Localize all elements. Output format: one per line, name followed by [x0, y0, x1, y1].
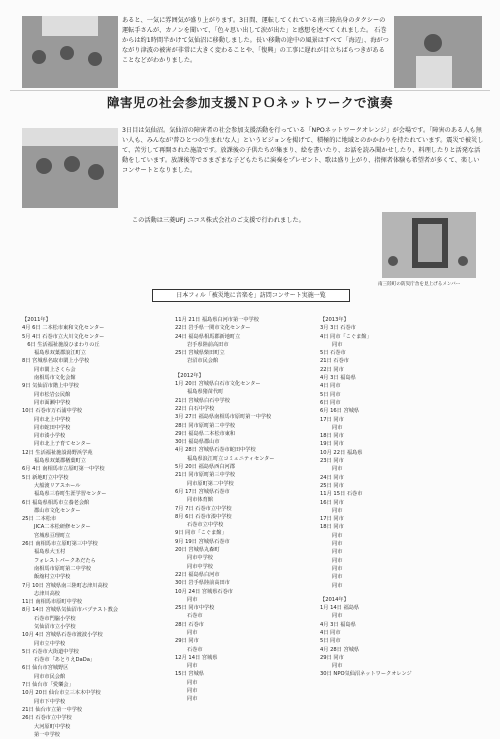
list-item: 同市 [320, 507, 343, 514]
list-item: 5日 石巻市大街道中学校 [22, 648, 79, 655]
list-item: 10月 24日 宮城県石巻市 [175, 588, 233, 595]
list-item: 11日 南相馬市原町中学校 [22, 599, 83, 606]
list-item: 【2012年】 [175, 372, 204, 379]
list-item: 28日 同市原町第二中学校 [175, 422, 236, 429]
list-item: 石巻市「あとりえDaDa」 [22, 657, 96, 664]
list-item: 福島県双葉郡浪江町立 [22, 350, 86, 357]
concert-list-title: 日本フィル「被災地に音楽を」訪問コンサート実施一覧 [152, 289, 350, 302]
list-item: 21日 仙台市立第一中学校 [22, 706, 83, 713]
list-item: 同市 [320, 466, 343, 473]
list-item: 志津川高校 [22, 590, 60, 597]
list-item: 石巻市 [175, 613, 203, 620]
list-item: 宮城県亘理町立 [22, 532, 71, 539]
list-item: 15日 宮城県 [175, 671, 204, 678]
list-item: 6月 4日 南相馬市立原町第一中学校 [22, 466, 105, 473]
list-item: 5日 新地町立中学校 [22, 474, 69, 481]
list-item: 同市松岩公民館 [22, 391, 71, 398]
list-item: 21日 石巻市 [320, 358, 349, 365]
list-item: 石巻市門脇小学校 [22, 615, 76, 622]
list-item: 3月 27日 福島県南相馬市原町第一中学校 [175, 414, 272, 421]
list-item: 同市 [175, 679, 198, 686]
list-item: 4月 6日 二本松市東和文化センター [22, 325, 105, 332]
list-item: 12日 生活福祉施設湯野浜学苑 [22, 449, 93, 456]
list-item: 同市 [320, 541, 343, 548]
list-item: 28日 石巻市 [175, 621, 204, 628]
list-item: 同市 [175, 688, 198, 695]
list-item: 30日 NPO気仙沼ネットワークオレンジ [320, 671, 412, 678]
list-item: 10月 4日 宮城県石巻市渡波小学校 [22, 632, 103, 639]
list-item: 大河原町中学校 [22, 723, 71, 730]
list-item: 10日 石巻市万石浦中学校 [22, 408, 83, 415]
list-item: 同市体育館 [175, 497, 213, 504]
list-item: 6日 仙台市宮城野区 [22, 665, 69, 672]
list-item: 南相馬市文化会館 [22, 375, 76, 382]
list-item: 4日 同市 [320, 383, 341, 390]
list-item: 同市 [320, 663, 343, 670]
list-item: 5月 20日 福島県西白河郡 [175, 464, 235, 471]
list-item: 29日 同市 [175, 638, 199, 645]
list-item: 同市 [175, 629, 198, 636]
list-item: 同市 [175, 696, 198, 703]
list-item: 4日 同市「こぐま館」 [320, 333, 372, 340]
building-photo [382, 212, 476, 278]
list-item: 22日 岩手県一関市文化センター [175, 325, 251, 332]
list-item: 8日 宮城県名取市閖上小学校 [22, 358, 90, 365]
list-item: 同市 [320, 574, 343, 581]
list-item: 福島県三春町生涯学習センター [22, 491, 107, 498]
list-item: 4月 3日 福島県 [320, 621, 356, 628]
list-item: 25日 同市 [320, 482, 344, 489]
list-item: 同市 [320, 424, 343, 431]
list-item: 同市 [320, 613, 343, 620]
list-item: 9日 同市「こぐま館」 [175, 530, 227, 537]
list-item: 同市蛇田中学校 [22, 424, 71, 431]
list-item: 同市 [320, 565, 343, 572]
list-item: 同市 [175, 663, 198, 670]
list-item: 5日 同市 [320, 391, 341, 398]
list-item: 南相馬市原町第二中学校 [22, 565, 92, 572]
list-item: 22日 白石中学校 [175, 405, 215, 412]
list-item: 同市湊小学校 [22, 433, 66, 440]
list-item: 6月 16日 宮城県 [320, 408, 360, 415]
list-item: 6日 生活福祉施設ひまわりの丘 [22, 341, 100, 348]
list-item: 30日 福島県郡山市 [175, 439, 220, 446]
list-item: 21日 同市原町第三中学校 [175, 472, 236, 479]
list-item: 25日 二本松市 [22, 516, 57, 523]
top-left-photo [22, 16, 118, 88]
concert-photo [22, 128, 118, 208]
list-item: 大船渡リアスホール [22, 482, 81, 489]
list-item: 同市立中学校 [22, 640, 66, 647]
list-item: 17日 同市 [320, 416, 344, 423]
list-item: 7月 7日 石巻市立中学校 [175, 505, 232, 512]
article-title: 障害児の社会参加支援ＮＰＯネットワークで演奏 [106, 95, 393, 110]
list-item: 7日 仙台市「愛樂会」 [22, 682, 74, 689]
list-item: 29日 福島県二本松市東和 [175, 430, 236, 437]
list-item: 福島県双葉郡楢葉町立 [22, 458, 86, 465]
list-item: 6日 福島県相馬市立養老会館 [22, 499, 90, 506]
list-item: 8月 6日 石巻市湊中学校 [175, 513, 232, 520]
list-item: 気仙沼市立小学校 [22, 623, 76, 630]
list-item: 7月 10日 宮城県南三陸町志津川高校 [22, 582, 108, 589]
list-item: 5日 石巻市 [320, 350, 346, 357]
list-column-2 [175, 316, 274, 704]
list-item: 8月 14日 宮城県気仙沼市バプテスト教会 [22, 607, 118, 614]
top-right-photo [394, 16, 482, 88]
list-item: JICA二本松研修センター [22, 524, 91, 531]
list-item: 20日 宮城県丸森町 [175, 547, 220, 554]
list-column-3 [320, 316, 412, 679]
list-item: 9日 気仙沼市階上中学校 [22, 383, 79, 390]
list-item: 4月 28日 宮城県石巻市蛇田中学校 [175, 447, 256, 454]
list-item: 11月 21日 福島県白河市第一中学校 [175, 317, 259, 323]
list-item: 17日 同市 [320, 516, 344, 523]
list-item: 29日 同市 [320, 654, 344, 661]
list-item: 同市中学校 [175, 563, 213, 570]
list-item: 6日 同市 [320, 399, 341, 406]
list-item: 福島県大玉村 [22, 549, 66, 556]
list-item: 4月 28日 宮城県 [320, 646, 360, 653]
list-item: 16日 同市 [320, 499, 344, 506]
list-item: 10月 20日 仙台市立三本木中学校 [22, 690, 101, 697]
list-item: 11月 15日 石巻市 [320, 491, 363, 498]
sponsor-note: この活動は三菱UFJ ニコス株式会社のご支援で行われました。 [132, 217, 305, 224]
list-item: 石巻市 [175, 646, 203, 653]
list-item: 福島県浪江町立コミュニティセンター [175, 455, 275, 462]
list-item: 22日 同市 [320, 366, 344, 373]
list-item: 岩手県陸前高田市 [175, 341, 229, 348]
list-item: 4月 3日 福島県 [320, 375, 356, 382]
list-item: 9月 19日 宮城県石巻市 [175, 538, 230, 545]
list-item: 同市 [320, 557, 343, 564]
list-item: 同市面瀬中学校 [22, 399, 71, 406]
list-item: 4日 同市 [320, 629, 341, 636]
list-item: 1月 20日 宮城県白石市文化センター [175, 381, 261, 388]
list-item: 同市中学校 [175, 555, 213, 562]
list-item: 同市 [175, 596, 198, 603]
list-item: 【2013年】 [320, 317, 349, 323]
list-item: 24日 福島県相馬郡新地町立 [175, 333, 241, 340]
list-item: 6月 17日 宮城県石巻市 [175, 488, 230, 495]
list-item: 12月 14日 宮城県 [175, 654, 218, 661]
list-item: 郡山市文化センター [22, 507, 81, 514]
list-item: 26日 南相馬市立原町第三中学校 [22, 541, 98, 548]
list-item: 25日 同市中学校 [175, 605, 215, 612]
building-photo-caption: 南三陸町の防災庁舎を見上げるメンバー [378, 282, 461, 287]
list-item: 石巻市立中学校 [175, 522, 224, 529]
list-item: 21日 宮城県白石中学校 [175, 397, 230, 404]
list-item: 5月 4日 石巻市立大川文化センター [22, 333, 105, 340]
article-paragraph: 3日目は気仙沼。気仙沼の障害者の社会参加支援活動を行っている「NPOネットワークオレンジ」が会場です。「障害のある人も無い人も、みんなが'普ひとつの生まれ'な人」というビジョンを掲げて、積極的に地域とのかかわりを持たれています。震災で被災して、苦労して再開された施設です。放課後の子供たちが集まり、絵を書いたり、お話を読み聞かせしたり、料理したりと活発な活動をしています。放課後等でさまざまな子どもたちに演奏をプレゼント、歌は盛り上がり、指揮者体験も希望者が多くて、楽しいコンサートとなりました。 [122, 127, 484, 174]
list-item: 22日 福島県白河市 [175, 571, 220, 578]
list-item: 10月 22日 福島県 [320, 449, 363, 456]
list-item: 同市北上子育てセンター [22, 441, 91, 448]
list-item: 同市 [320, 549, 343, 556]
list-item: 3月 3日 石巻市 [320, 325, 356, 332]
section-divider [10, 90, 490, 91]
list-item: 【2014年】 [320, 596, 349, 603]
list-item: 同市下中学校 [22, 698, 66, 705]
list-item: 同市北上中学校 [22, 416, 71, 423]
list-item: 18日 同市 [320, 433, 344, 440]
list-item: 岩沼市民会館 [175, 358, 219, 365]
list-item: 5日 同市 [320, 638, 341, 645]
list-item: 同市市民会館 [22, 673, 66, 680]
list-item: 19日 同市 [320, 441, 344, 448]
list-item: 24日 同市 [320, 474, 344, 481]
list-item: 第一中学校 [22, 731, 60, 738]
list-item: 同市閖上さくら会 [22, 366, 76, 373]
list-item: フォレストパークあだたら [22, 557, 96, 564]
list-item: 30日 岩手県陸前高田市 [175, 580, 230, 587]
list-item: 同市 [320, 582, 343, 589]
intro-paragraph: あると、一気に雰囲気が盛り上がります。3日間、運転してくれている南三陸出身のタクシーの運転手さんが、カノンを聞いて、「色々思い出して涙が出た」と感想を述べてくれました。 石巻からは約1時間半かけて気仙沼に移動しました。長い移動の途中の風景はすべて「海辺」、海がつながり津波の被害が非常に大きく変わることや、「復興」の工事に遅れが目立ちばらつきがあることなどがわかりました。 [122, 17, 389, 64]
list-item: 【2011年】 [22, 317, 51, 323]
list-item: 25日 宮城県柴田町立 [175, 350, 225, 357]
list-item: 23日 同市 [320, 458, 344, 465]
list-item: 1月 14日 福島県 [320, 605, 360, 612]
list-item: 同市原町第二中学校 [175, 480, 234, 487]
list-item: 26日 石巻市立中学校 [22, 715, 72, 722]
list-item: 同市 [320, 341, 343, 348]
list-column-1 [22, 316, 118, 739]
list-item: 飯舘村立中学校 [22, 574, 71, 581]
list-item: 18日 同市 [320, 524, 344, 531]
list-item: 福島県猪苗代町 [175, 389, 224, 396]
list-item: 同市 [320, 532, 343, 539]
